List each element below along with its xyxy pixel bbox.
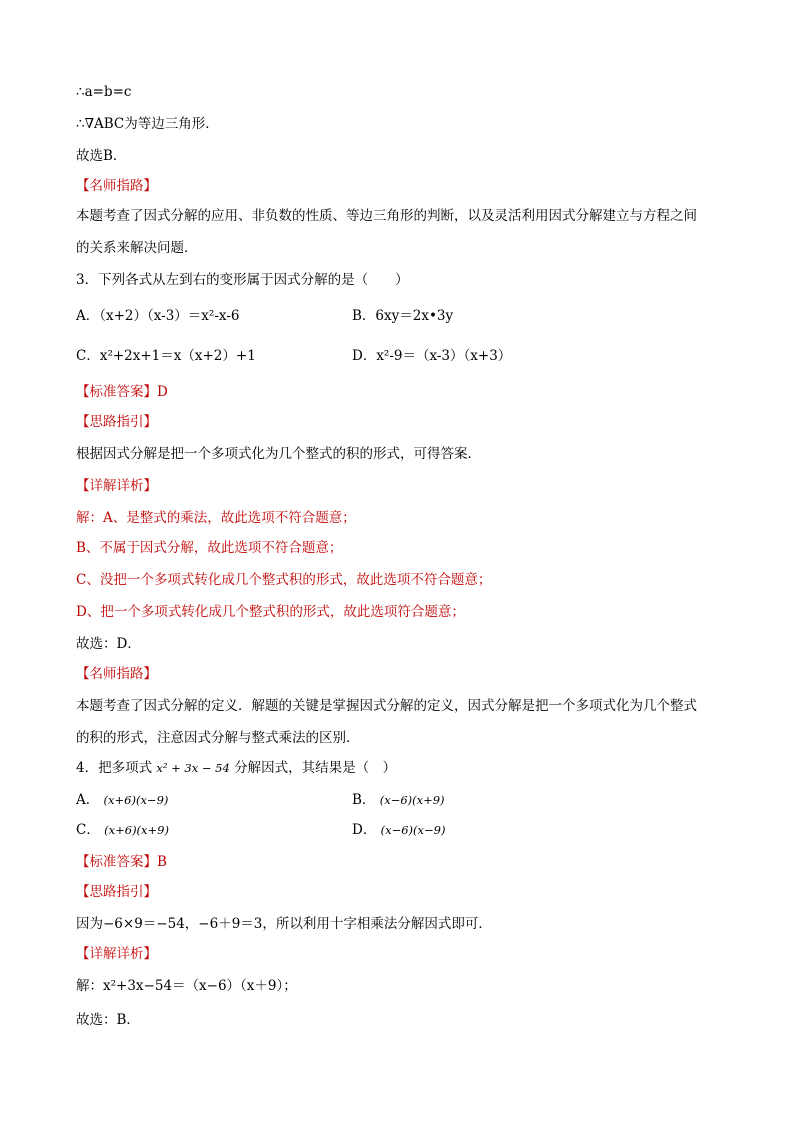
text-line: 的积的形式，注意因式分解与整式乘法的区别．: [76, 730, 360, 746]
detail-line: 解：x²+3x−54＝（x−6）（x＋9）；: [76, 978, 297, 994]
text-line: 故选：B．: [76, 1012, 140, 1028]
detail-line: 解：A、是整式的乘法，故此选项不符合题意；: [76, 510, 356, 526]
stem-text: 4．把多项式: [76, 760, 153, 776]
text-line: 因为−6×9＝−54，−6＋9＝3，所以利用十字相乘法分解因式即可．: [76, 916, 492, 932]
detail-header: 【详解详析】: [76, 478, 157, 494]
math-expression: (x+6)(x+9): [104, 823, 169, 837]
option-label: D．: [352, 822, 377, 838]
answer-header: 【标准答案】B: [76, 854, 167, 870]
option-label: B．: [352, 792, 376, 808]
option-label: C．: [76, 822, 100, 838]
option-c: [76, 820, 169, 840]
text-line: 故选B．: [76, 148, 127, 164]
option-d: D．x²-9＝（x-3）（x+3）: [352, 348, 512, 364]
detail-line: C、没把一个多项式转化成几个整式积的形式，故此选项不符合题意；: [76, 572, 492, 588]
hint-header: 【思路指引】: [76, 884, 157, 900]
math-expression: (x−6)(x−9): [380, 823, 446, 837]
answer-header: 【标准答案】D: [76, 384, 168, 400]
detail-header: 【详解详析】: [76, 946, 157, 962]
math-expression: x² + 3x − 54: [156, 761, 230, 775]
section-header: 【名师指路】: [76, 666, 157, 682]
detail-line: D、把一个多项式转化成几个整式积的形式，故此选项符合题意；: [76, 604, 465, 620]
stem-text: 分解因式，其结果是（ ）: [234, 760, 397, 776]
text-line: ∴a=b=c: [76, 84, 132, 100]
question-stem: [76, 758, 396, 778]
text-line: 本题考查了因式分解的定义．解题的关键是掌握因式分解的定义，因式分解是把一个多项式化为几个整式: [76, 698, 697, 714]
option-a: [76, 790, 168, 810]
hint-header: 【思路指引】: [76, 414, 157, 430]
option-d: [352, 820, 445, 840]
option-label: A．: [76, 792, 100, 808]
math-expression: (x−6)(x+9): [379, 793, 445, 807]
text-line: ∴∇ABC为等边三角形．: [76, 116, 219, 132]
option-b: B．6xy＝2x•3y: [352, 308, 454, 324]
option-b: [352, 790, 445, 810]
math-expression: (x+6)(x−9): [103, 793, 169, 807]
text-line: 本题考查了因式分解的应用、非负数的性质、等边三角形的判断，以及灵活利用因式分解建立与方程之间: [76, 208, 697, 224]
option-c: C．x²+2x+1＝x（x+2）+1: [76, 348, 256, 364]
option-a: A．（x+2）（x-3）＝x²-x-6: [76, 308, 240, 324]
text-line: 故选：D．: [76, 636, 141, 652]
section-header: 【名师指路】: [76, 178, 157, 194]
detail-line: B、不属于因式分解，故此选项不符合题意；: [76, 540, 343, 556]
text-line: 根据因式分解是把一个多项式化为几个整式的积的形式，可得答案．: [76, 446, 481, 462]
text-line: 的关系来解决问题．: [76, 240, 198, 256]
question-stem: 3．下列各式从左到右的变形属于因式分解的是（ ）: [76, 272, 409, 288]
